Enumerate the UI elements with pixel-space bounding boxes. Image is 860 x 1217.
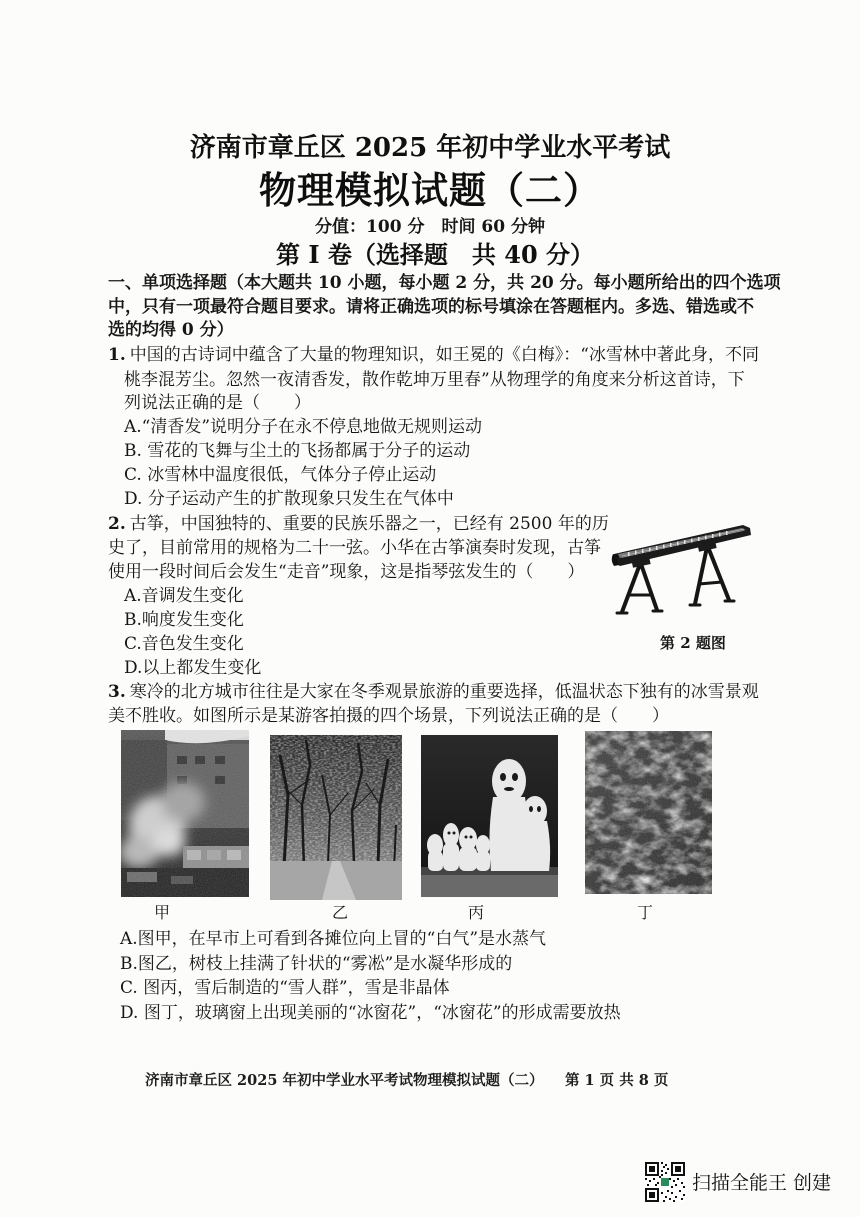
scanner-logo-mark [661,1178,669,1186]
photo-jia-morning-market [121,730,249,897]
figure-label-yi: 乙 [332,903,349,922]
question-2-stem-line: 史了，目前常用的规格为二十一弦。小华在古筝演奏时发现，古筝 [108,538,601,558]
scanner-watermark-text: 扫描全能王 创建 [692,1172,832,1194]
question-stem-text: 古筝，中国独特的、重要的民族乐器之一，已经有 2500 年的历 [129,514,609,534]
question-3-option-d: D. 图丁，玻璃窗上出现美丽的“冰窗花”，“冰窗花”的形成需要放热 [120,1003,621,1023]
question-2-option-c: C.音色发生变化 [124,634,244,654]
question-3-stem-line [108,680,759,704]
question-stem-text: 寒冷的北方城市往往是大家在冬季观景旅游的重要选择，低温状态下独有的冰雪景观 [129,682,759,702]
question-2-option-b: B.响度发生变化 [124,610,244,630]
exam-title: 济南市章丘区 2025 年初中学业水平考试 [189,133,671,163]
question-2-stem-line [108,512,609,536]
question-2-stem-line: 使用一段时间后会发生“走音”现象，这是指琴弦发生的（ ） [108,562,585,582]
question-1-stem-line: 列说法正确的是（ ） [124,393,311,413]
question-1-option-c: C. 冰雪林中温度很低，气体分子停止运动 [124,465,437,485]
photo-bing-snowmen [421,735,558,897]
section-instructions-line: 一、单项选择题（本大题共 10 小题，每小题 2 分，共 20 分。每小题所给出的四个选项 [108,273,781,293]
score-time-info: 分值：100 分 时间 60 分钟 [315,217,545,237]
question-2-option-a: A.音调发生变化 [124,586,244,606]
figure-label-jia: 甲 [154,903,171,922]
question-number: 2. [108,514,126,534]
question-3-option-b: B.图乙，树枝上挂满了针状的“雾凇”是水凝华形成的 [120,954,513,974]
question-number: 3. [108,682,126,702]
question-1-option-b: B. 雪花的飞舞与尘土的飞扬都属于分子的运动 [124,441,471,461]
subject-title: 物理模拟试题（二） [259,168,601,212]
question-3-stem-line: 美不胜收。如图所示是某游客拍摄的四个场景，下列说法正确的是（ ） [108,706,669,726]
section-instructions-line: 中，只有一项最符合题目要求。请将正确选项的标号填涂在答题框内。多选、错选或不 [108,297,754,317]
question-1-stem-line: 桃李混芳尘。忽然一夜清香发，散作乾坤万里春”从物理学的角度来分析这首诗，下 [124,370,745,390]
guzheng-stand-right [690,547,734,605]
question-1-stem-line [108,343,759,367]
figure-label-ding: 丁 [637,903,654,922]
question-1-option-a: A.“清香发”说明分子在永不停息地做无规则运动 [124,417,483,437]
guzheng-illustration [610,516,755,618]
question-3-option-a: A.图甲，在早市上可看到各摊位向上冒的“白气”是水蒸气 [120,929,547,949]
question-1-option-d: D. 分子运动产生的扩散现象只发生在气体中 [124,489,454,509]
question-3-option-c: C. 图丙，雪后制造的“雪人群”，雪是非晶体 [120,978,450,998]
question-number: 1. [108,345,126,365]
question-stem-text: 中国的古诗词中蕴含了大量的物理知识，如王冕的《白梅》：“冰雪林中著此身，不同 [129,345,759,365]
section-instructions-line: 选的均得 0 分） [108,320,234,340]
photo-yi-rime-trees [270,735,402,900]
part-heading: 第 I 卷（选择题 共 40 分） [275,240,595,269]
footer-page-number: 第 1 页 共 8 页 [565,1072,669,1089]
question-2-option-d: D.以上都发生变化 [124,658,262,678]
qr-code-icon [645,1162,685,1202]
figure-label-bing: 丙 [468,903,485,922]
figure-2-caption: 第 2 题图 [660,634,726,652]
guzheng-body [612,525,751,568]
guzheng-stand-left [617,564,662,613]
footer-exam-name: 济南市章丘区 2025 年初中学业水平考试物理模拟试题（二） [145,1072,544,1089]
photo-ding-frost-window [585,731,712,894]
